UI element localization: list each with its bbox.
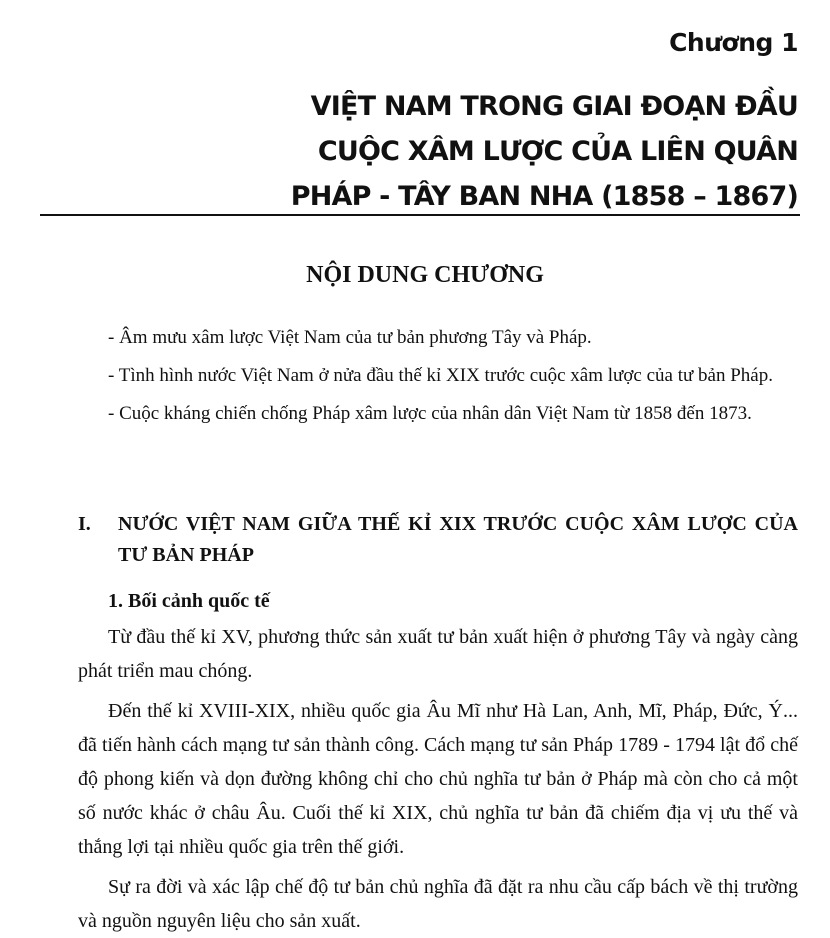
contents-item: - Cuộc kháng chiến chống Pháp xâm lược của nhân dân Việt Nam từ 1858 đến 1873. — [108, 403, 752, 424]
paragraph: Đến thế kỉ XVIII-XIX, nhiều quốc gia Âu Mĩ như Hà Lan, Anh, Mĩ, Pháp, Đức, Ý... đã tiến hành cách mạng tư sản thành công. Cách mạng tư sản Pháp 1789 - 1794 lật đổ chế độ phong kiến và dọn đường không chỉ cho chủ nghĩa tư bản ở Pháp mà còn cho cả một số nước khác ở châu Âu. Cuối thế kỉ XIX, chủ nghĩa tư bản đã chiếm địa vị ưu thế và thắng lợi tại nhiều quốc gia trên thế giới. — [78, 700, 798, 858]
contents-heading: NỘI DUNG CHƯƠNG — [306, 262, 544, 288]
chapter-title-line: PHÁP - TÂY BAN NHA (1858 – 1867) — [290, 181, 798, 212]
contents-list — [78, 322, 796, 430]
contents-item: - Tình hình nước Việt Nam ở nửa đầu thế kỉ XIX trước cuộc xâm lược của tư bản Pháp. — [108, 365, 773, 386]
chapter-title-line: VIỆT NAM TRONG GIAI ĐOẠN ĐẦU — [310, 91, 798, 122]
paragraph: Từ đầu thế kỉ XV, phương thức sản xuất tư bản xuất hiện ở phương Tây và ngày càng phát triển mau chóng. — [78, 626, 798, 682]
section-heading — [78, 509, 798, 571]
section-title: NƯỚC VIỆT NAM GIỮA THẾ KỈ XIX TRƯỚC CUỘC XÂM LƯỢC CỦA TƯ BẢN PHÁP — [118, 513, 798, 566]
chapter-title-line: CUỘC XÂM LƯỢC CỦA LIÊN QUÂN — [317, 136, 798, 167]
contents-item: - Âm mưu xâm lược Việt Nam của tư bản phương Tây và Pháp. — [108, 327, 592, 348]
subsection-body — [78, 620, 798, 938]
chapter-title — [238, 84, 798, 219]
chapter-label: Chương 1 — [669, 28, 798, 57]
title-divider — [40, 214, 800, 216]
subsection-title: 1. Bối cảnh quốc tế — [108, 590, 270, 612]
section-number: I. — [78, 513, 91, 535]
paragraph: Sự ra đời và xác lập chế độ tư bản chủ nghĩa đã đặt ra nhu cầu cấp bách về thị trường và nguồn nguyên liệu cho sản xuất. — [78, 876, 798, 932]
